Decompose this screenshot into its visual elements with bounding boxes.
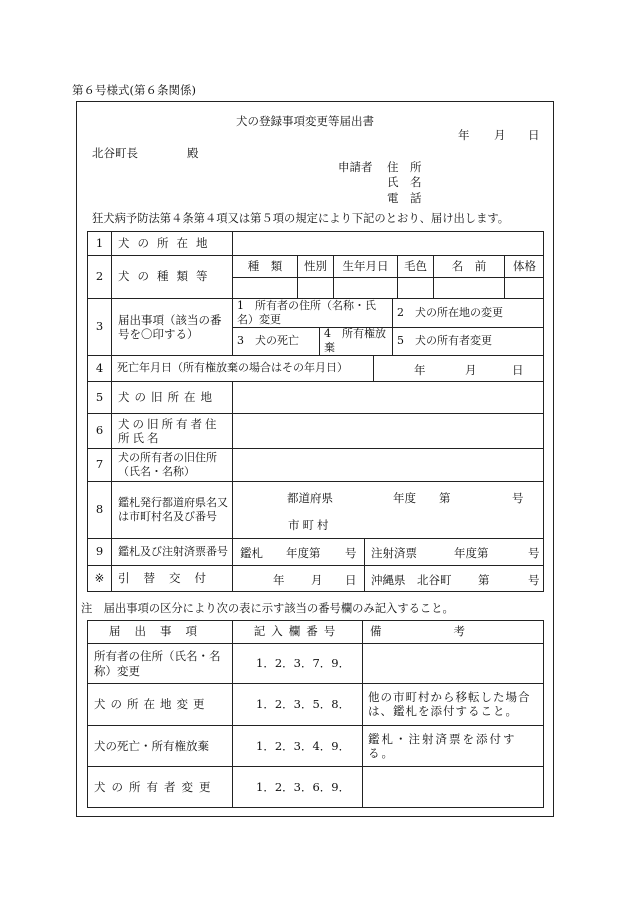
notes-row-4-nums: 1．2．3．6．9． (256, 780, 351, 795)
col-header-coat-color: 毛色 (404, 258, 427, 273)
tag-prefecture-label: 都道府県 (287, 491, 333, 505)
col-header-breed: 種 類 (247, 258, 283, 273)
row-number-2: 2 (95, 269, 104, 284)
tag-number-go-label: 号 (345, 546, 357, 560)
notes-row-4-remark (368, 767, 540, 808)
notes-row-3-nums: 1．2．3．4．9． (256, 738, 351, 753)
row-label-owner-old-address: 犬の所有者の旧住所（氏名・名称） (118, 451, 217, 478)
notes-header-item: 届出事項 (109, 624, 211, 639)
date-day-label: 日 (528, 128, 540, 142)
date-month-label: 月 (494, 128, 506, 142)
notes-row-3-item: 犬の死亡・所有権放棄 (94, 738, 209, 753)
notes-row-1-nums: 1．2．3．7．9． (256, 656, 351, 671)
injection-year-label: 年度第 (454, 546, 489, 560)
row-number-8: 8 (95, 502, 104, 517)
col-header-build: 体格 (513, 258, 536, 273)
row-label-notification-items: 届出事項（該当の番号を〇印する） (118, 312, 222, 341)
reissue-go-label: 号 (528, 573, 540, 587)
notes-row-2-item: 犬の所在地変更 (94, 697, 210, 712)
row-label-old-location: 犬の旧所在地 (118, 389, 217, 404)
notes-row-1-item: 所有者の住所（氏名・名称）変更 (94, 649, 221, 678)
row-number-6: 6 (95, 423, 104, 438)
row-number-10: ※ (94, 571, 105, 586)
row-label-old-owner: 犬の旧所有者住所氏名 (118, 416, 220, 445)
notes-row-1-remark (368, 644, 540, 683)
notes-row-2-nums: 1．2．3．5．8． (256, 697, 351, 712)
reissue-day-label: 日 (345, 573, 357, 587)
reissue-issuer: 沖縄県 北谷町 (371, 573, 452, 587)
reissue-year-label: 年 (273, 573, 285, 587)
note-text: 注 届出事項の区分により次の表に示す該当の番号欄のみ記入すること。 (81, 602, 454, 615)
death-date-month: 月 (465, 363, 477, 377)
applicant-phone-label: 電 話 (387, 191, 422, 205)
notes-header-fields: 記入欄番号 (253, 624, 342, 639)
row-number-7: 7 (95, 457, 104, 472)
statement: 狂犬病予防法第４条第４項又は第５項の規定により下記のとおり、届け出します。 (92, 212, 510, 225)
tag-go-label: 号 (512, 491, 524, 505)
row-label-dog-breed: 犬の種類等 (118, 269, 216, 284)
notes-row-4-item: 犬の所有者変更 (94, 780, 217, 795)
notes-row-3-remark: 鑑札・注射済票を添付する。 (368, 731, 517, 760)
option-owner-change[interactable]: 5 犬の所有者変更 (397, 334, 492, 348)
row-number-1: 1 (95, 235, 104, 250)
option-location-change[interactable]: 2 犬の所在地の変更 (397, 306, 503, 320)
row-label-dog-location: 犬の所在地 (118, 235, 216, 250)
date-year-label: 年 (458, 128, 470, 142)
row-label-tag-numbers: 鑑札及び注射済票番号 (118, 545, 228, 559)
tag-city-label: 市町村 (288, 518, 332, 532)
injection-tag-label: 注射済票 (371, 546, 417, 560)
row-number-3: 3 (95, 319, 104, 334)
tag-dai-label: 第 (439, 491, 451, 505)
applicant-name-label: 氏 名 (387, 175, 422, 189)
tag-number-year-label: 年度第 (286, 546, 321, 560)
option-owner-address-change[interactable]: 1 所有者の住所（名称・氏名）変更 (237, 299, 376, 326)
addressee-name: 北谷町長 (92, 146, 138, 160)
reissue-dai-label: 第 (478, 573, 490, 587)
notes-header-remarks: 備考 (370, 624, 537, 639)
tag-fiscal-year-label: 年度 (393, 491, 416, 505)
injection-go-label: 号 (528, 546, 540, 560)
row-number-9: 9 (95, 544, 104, 559)
tag-number-label: 鑑札 (240, 546, 263, 560)
option-ownership-abandon[interactable]: 4 所有権放棄 (324, 327, 386, 354)
applicant-address-label: 住 所 (387, 160, 422, 174)
row-label-death-date: 死亡年月日（所有権放棄の場合はその年月日） (117, 361, 348, 375)
death-date-year: 年 (414, 363, 426, 377)
reissue-month-label: 月 (311, 573, 323, 587)
row-number-5: 5 (95, 389, 104, 404)
death-date-day: 日 (512, 363, 524, 377)
row-label-reissue: 引替交付 (118, 571, 220, 586)
form-title: 犬の登録事項変更等届出書 (236, 114, 374, 128)
row-label-tag-issuer: 鑑札発行都道府県名又は市町村名及び番号 (118, 496, 228, 523)
row-number-4: 4 (95, 360, 104, 375)
option-dog-death[interactable]: 3 犬の死亡 (237, 334, 299, 348)
col-header-birthdate: 生年月日 (342, 258, 389, 273)
col-header-name: 名 前 (451, 258, 487, 273)
form-code: 第６号様式(第６条関係) (72, 83, 196, 97)
col-header-sex: 性別 (304, 258, 327, 273)
addressee-honorific: 殿 (187, 146, 199, 160)
notes-row-2-remark: 他の市町村から移転した場合は、鑑札を添付すること。 (368, 690, 531, 718)
applicant-label: 申請者 (338, 160, 373, 174)
